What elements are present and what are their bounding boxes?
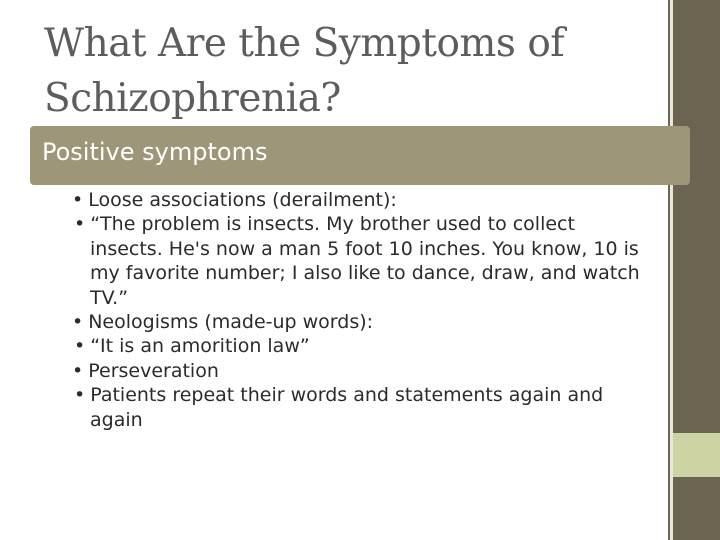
bullet-text: Loose associations (derailment): [88, 189, 397, 211]
sub-bullet-line: TV.” [90, 286, 129, 309]
section-header-label: Positive symptoms [42, 138, 268, 166]
bullet-marker: • [72, 359, 84, 382]
sub-bullet-line-text: “It is an amorition law” [90, 335, 310, 358]
sub-bullet-line [74, 334, 720, 358]
title-line-2: Schizophrenia? [44, 76, 341, 121]
bullet-item-neologisms [0, 310, 720, 334]
sub-bullet-example [0, 334, 720, 358]
sub-bullet-quote [0, 212, 720, 310]
bullet-list [0, 188, 720, 432]
bullet-marker: • [74, 213, 86, 236]
bullet-marker: • [72, 311, 84, 334]
sub-bullet-line: insects. He's now a man 5 foot 10 inches. You know, 10 is [90, 237, 639, 260]
sub-bullet-line-text: “The problem is insects. My brother used to collect [90, 213, 575, 236]
bullet-text: Neologisms (made-up words): [88, 311, 374, 334]
sub-bullet-description [0, 383, 720, 432]
sub-bullet-line: again [90, 408, 143, 431]
sub-bullet-line [74, 383, 720, 407]
bullet-item-perseveration [0, 359, 720, 383]
bullet-marker: • [74, 335, 86, 358]
bullet-marker: • [72, 189, 84, 211]
sub-bullet-line-text: Patients repeat their words and statements again and [90, 384, 604, 407]
bullet-text: Perseveration [88, 359, 219, 382]
sub-bullet-line: my favorite number; I also like to dance, draw, and watch [90, 262, 640, 285]
title-line-1: What Are the Symptoms of [44, 21, 565, 66]
bullet-item-loose-associations [0, 188, 720, 212]
slide-title [44, 16, 664, 126]
section-header-bar [30, 126, 690, 185]
bullet-marker: • [74, 384, 86, 407]
sub-bullet-line [74, 212, 720, 236]
band-accent-block [673, 433, 720, 477]
